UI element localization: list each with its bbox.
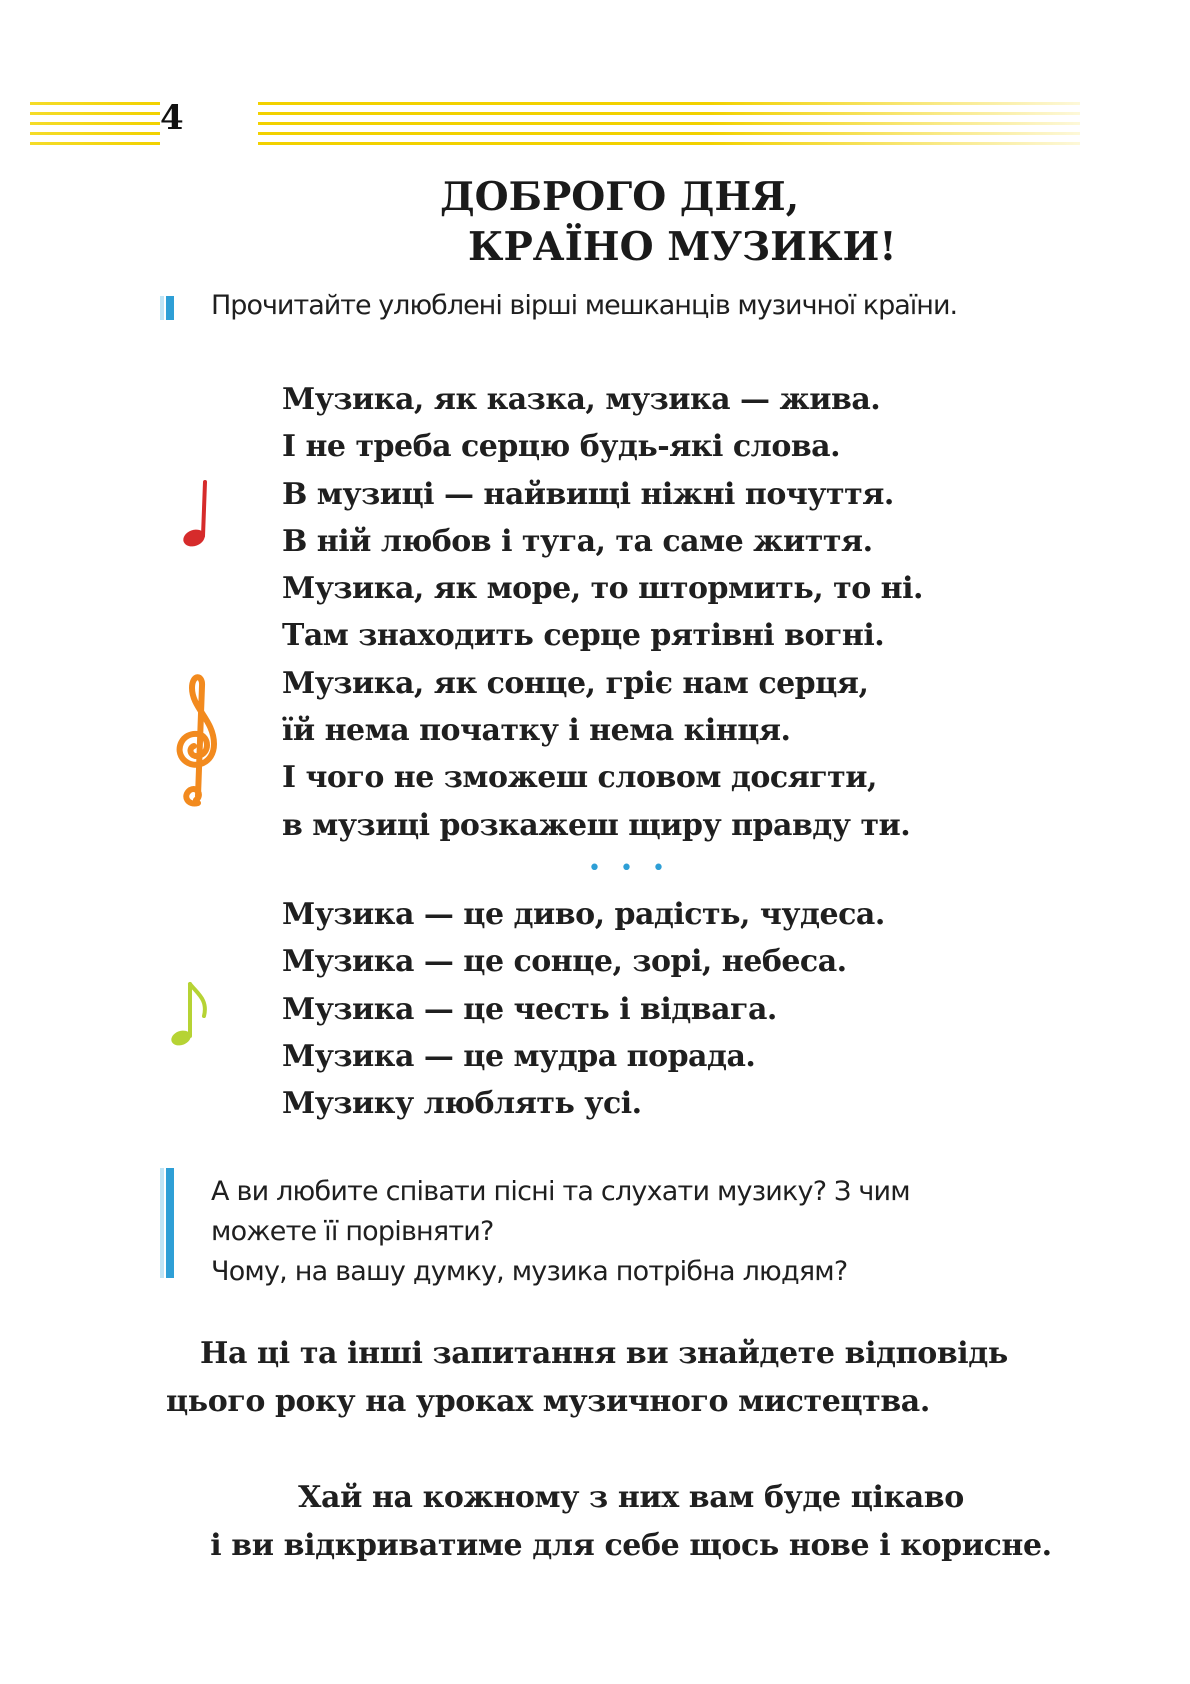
questions-block — [211, 1172, 1101, 1292]
question-line: А ви любите співати пісні та слухати музику? З чим — [211, 1176, 910, 1207]
poem-line: Музика, як море, то штормить, то ні. — [282, 571, 923, 607]
header-stripes-right — [258, 100, 1080, 146]
poem-line: В музиці — найвищі ніжні почуття. — [282, 476, 894, 512]
poem-line: Музика — це честь і відвага. — [282, 991, 777, 1027]
farewell-line: Хай на кожному з них вам буде цікаво — [298, 1480, 964, 1515]
poem-line: Музика, як сонце, гріє нам серця, — [282, 665, 869, 701]
question-line: Чому, на вашу думку, музика потрібна людям? — [211, 1256, 848, 1287]
poem-line: їй нема початку і нема кінця. — [282, 713, 791, 749]
poem-line: Музика — це сонце, зорі, небеса. — [282, 944, 847, 980]
poem-line: І не треба серцю будь-які слова. — [282, 429, 841, 465]
questions-accent-bar — [166, 1168, 174, 1278]
closing-paragraph — [166, 1330, 1096, 1426]
poem-line: І чого не зможеш словом досягти, — [282, 760, 877, 796]
treble-clef-icon — [168, 668, 224, 812]
music-note-icon — [180, 478, 220, 554]
eighth-note-icon — [168, 980, 218, 1056]
farewell-line: і ви відкриватиме для себе щось нове і корисне. — [210, 1528, 1052, 1563]
poem-line: Музика, як казка, музика — жива. — [282, 382, 881, 417]
instruction-accent-bar — [166, 296, 174, 320]
poem-line: Там знаходить серце рятівні вогні. — [282, 618, 885, 654]
poem-line: Музику люблять усі. — [282, 1086, 642, 1122]
poem-line: В ній любов і туга, та саме життя. — [282, 523, 873, 559]
poem-1 — [282, 376, 923, 849]
title-line-1: ДОБРОГО ДНЯ, — [440, 174, 800, 220]
page-title — [440, 172, 1000, 272]
closing-line: На ці та інші запитання ви знайдете відповідь — [200, 1336, 1008, 1371]
closing-line: цього року на уроках музичного мистецтва. — [166, 1384, 930, 1419]
poem-line: Музика — це диво, радість, чудеса. — [282, 897, 885, 932]
poem-line: в музиці розкажеш щиру правду ти. — [282, 807, 911, 843]
instruction-text: Прочитайте улюблені вірші мешканців музичної країни. — [211, 290, 958, 321]
header-stripes-left — [30, 100, 160, 146]
stanza-separator: • • • — [588, 856, 671, 881]
poem-line: Музика — це мудра порада. — [282, 1038, 756, 1074]
poem-2 — [282, 891, 885, 1127]
page-number: 4 — [160, 98, 184, 138]
question-line: можете її порівняти? — [211, 1216, 494, 1247]
title-line-2: КРАЇНО МУЗИКИ! — [468, 224, 897, 270]
farewell-paragraph — [166, 1474, 1096, 1570]
